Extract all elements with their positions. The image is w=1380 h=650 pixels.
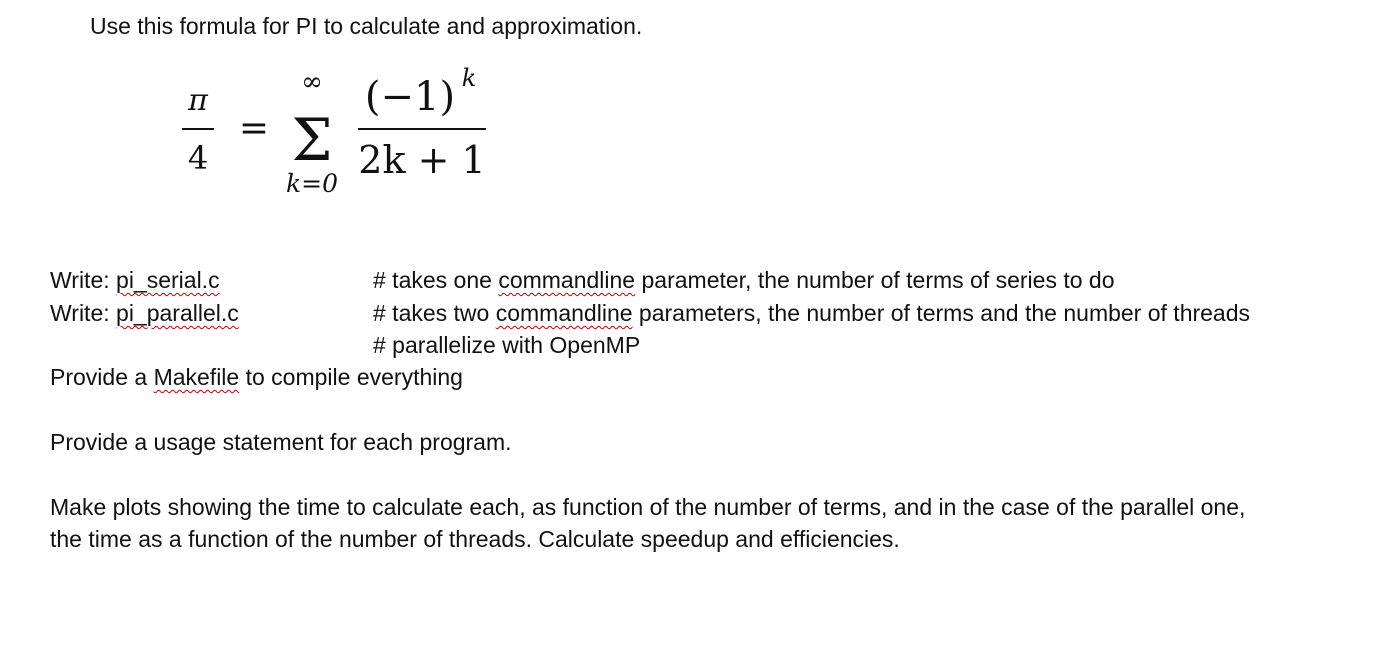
task-parallel-comment [373,297,1250,329]
formula-sum-upper: ∞ [301,67,323,97]
task-prefix: Write: [50,300,117,326]
formula-equals: = [238,108,270,149]
makefile-pre: Provide a [50,364,154,390]
filename-parallel: pi_parallel.c [116,300,239,326]
plots-line-1: Make plots showing the time to calculate each, as function of the number of terms, and in the case of the parallel one, [50,494,1246,520]
usage-line: Provide a usage statement for each program. [50,429,512,455]
makefile-post: to compile everything [239,364,463,390]
task-serial-label [50,264,220,296]
formula-rhs-exponent: k [461,64,477,92]
comment-pre: # takes one [373,267,499,293]
task-prefix: Write: [50,267,117,293]
comment-post: parameters, the number of terms and the number of threads [632,300,1251,326]
intro-text: Use this formula for PI to calculate and approximation. [90,13,643,39]
pi-formula [178,62,498,202]
task-parallel-label [50,297,239,329]
plots-line-2: the time as a function of the number of threads. Calculate speedup and efficiencies. [50,526,900,552]
formula-sum-symbol: Σ [291,106,333,174]
parallel-note: # parallelize with OpenMP [373,332,641,358]
formula-rhs-denominator: 2k + 1 [358,138,486,182]
formula-sum-lower: k=0 [285,169,339,198]
comment-squiggle-word: commandline [498,267,636,293]
comment-pre: # takes two [373,300,496,326]
filename-serial: pi_serial.c [116,267,220,293]
task-serial-comment [373,264,1115,296]
formula-lhs-numerator: π [188,83,208,118]
comment-squiggle-word: commandline [495,300,633,326]
makefile-line [50,361,463,393]
makefile-word: Makefile [153,364,240,390]
formula-lhs-denominator: 4 [187,139,209,177]
comment-post: parameter, the number of terms of series to do [635,267,1115,293]
formula-rhs-numerator: (−1) [364,74,456,120]
